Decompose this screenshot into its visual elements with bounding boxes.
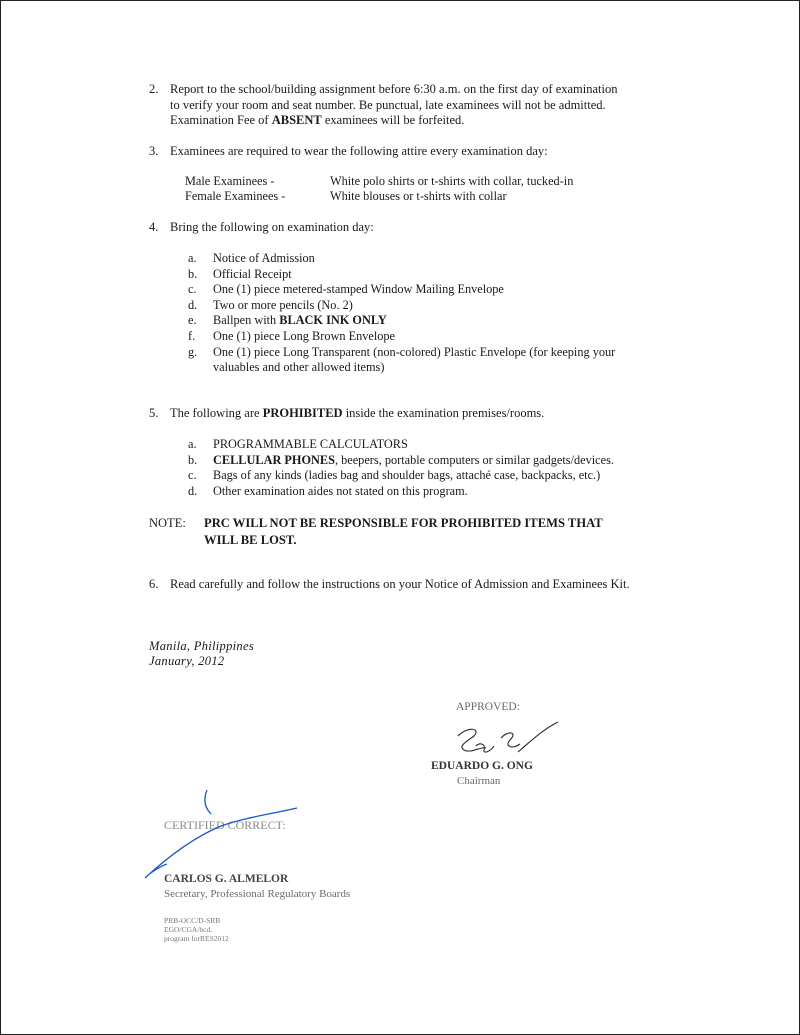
certifier-name: CARLOS G. ALMELOR (164, 873, 289, 885)
approved-label: APPROVED: (456, 701, 520, 713)
list-item: g. One (1) piece Long Transparent (non-colored) Plastic Envelope (for keeping your (188, 344, 616, 359)
list-item: c. Bags of any kinds (ladies bag and shoulder bags, attaché case, backpacks, etc.) (188, 468, 601, 483)
list-item: f. One (1) piece Long Brown Envelope (188, 328, 396, 343)
reference-code: PRB-OCC/D-SRB (164, 916, 221, 925)
list-item: d. Other examination aides not stated on this program. (188, 483, 468, 498)
place-date (149, 639, 254, 669)
cellular-phones-emphasis: CELLULAR PHONES (213, 452, 335, 467)
item-2-line-2: to verify your room and seat number. Be punctual, late examinees will not be admitted. (170, 97, 606, 112)
note-line-1: PRC WILL NOT BE RESPONSIBLE FOR PROHIBITED ITEMS THAT (204, 516, 603, 530)
note-line-2: WILL BE LOST. (204, 533, 297, 547)
attire-male-label: Male Examinees - (185, 174, 275, 188)
certifier-signature-stroke (145, 790, 297, 878)
approver-signature-stroke (458, 722, 558, 752)
item-2-line-3: Examination Fee of ABSENT examinees will be forfeited. (170, 113, 465, 127)
prohibited-list (188, 437, 708, 499)
list-item: b. Official Receipt (188, 266, 292, 281)
item-2-line-1: Report to the school/building assignment before 6:30 a.m. on the first day of examination (170, 82, 618, 96)
attire-male-value: White polo shirts or t-shirts with collar, tucked-in (330, 174, 574, 188)
black-ink-emphasis: BLACK INK ONLY (279, 313, 387, 328)
certified-label: CERTIFIED CORRECT: (164, 818, 286, 832)
item-3-number: 3. (149, 144, 159, 158)
attire-female-label: Female Examinees - (185, 189, 286, 203)
approver-name: EDUARDO G. ONG (431, 760, 533, 772)
item-5-number: 5. (149, 406, 159, 420)
reference-codes (164, 916, 229, 943)
certifier-title: Secretary, Professional Regulatory Boards (164, 888, 351, 900)
prohibited-emphasis: PROHIBITED (262, 406, 343, 420)
list-item: e. Ballpen with BLACK INK ONLY (188, 313, 387, 328)
item-6-number: 6. (149, 577, 159, 591)
item-3-text: Examinees are required to wear the following attire every examination day: (170, 144, 548, 158)
list-item: d. Two or more pencils (No. 2) (188, 297, 353, 312)
place: Manila, Philippines (149, 639, 254, 653)
item-5-text: The following are PROHIBITED inside the examination premises/rooms. (170, 406, 545, 420)
attire-row-male (185, 174, 645, 189)
item-4-number: 4. (149, 220, 159, 234)
attire-female-value: White blouses or t-shirts with collar (330, 189, 507, 203)
bring-list (188, 251, 708, 376)
list-item-continuation: valuables and other allowed items) (213, 360, 385, 375)
reference-code: EGO/CGA/bcd. (164, 925, 213, 934)
approver-title: Chairman (457, 775, 501, 787)
date: January, 2012 (149, 654, 225, 668)
attire-row-female (185, 189, 645, 204)
reference-code: program forRES2012 (164, 934, 229, 943)
list-item: a. PROGRAMMABLE CALCULATORS (188, 437, 408, 451)
item-6-text: Read carefully and follow the instructions on your Notice of Admission and Examinees Kit. (170, 577, 630, 591)
list-item: a. Notice of Admission (188, 251, 315, 265)
certifier-signature (131, 786, 311, 886)
approver-signature (446, 716, 566, 766)
item-4-text: Bring the following on examination day: (170, 220, 374, 234)
list-item: b. CELLULAR PHONES, beepers, portable computers or similar gadgets/devices. (188, 452, 614, 467)
attire-table (185, 174, 645, 204)
absent-emphasis: ABSENT (271, 113, 322, 127)
note-label: NOTE: (149, 516, 186, 530)
item-2-number: 2. (149, 82, 159, 96)
list-item: c. One (1) piece metered-stamped Window Mailing Envelope (188, 282, 504, 297)
